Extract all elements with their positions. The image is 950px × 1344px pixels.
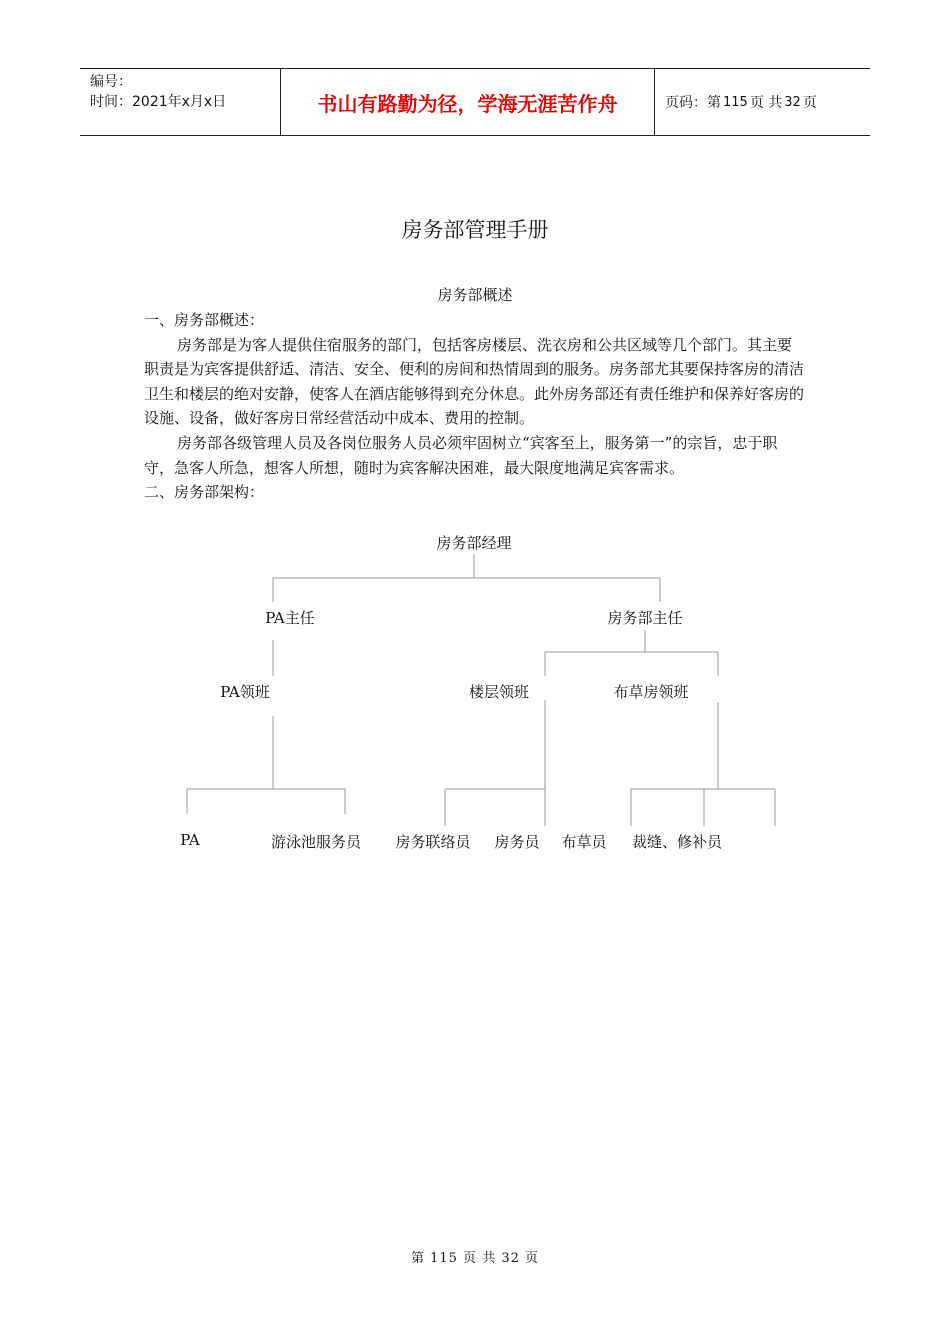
header-motto: 书山有路勤为径，学海无涯苦作舟 — [281, 69, 655, 135]
section-heading-overview: 一、房务部概述： — [144, 311, 265, 329]
org-node-pa: PA — [180, 831, 200, 849]
page-number: 115 — [723, 94, 748, 110]
org-node-coordinator: 房务联络员 — [395, 833, 471, 851]
header-page-info — [655, 69, 870, 135]
org-node-tailor: 裁缝、修补员 — [631, 833, 723, 851]
org-node-manager: 房务部经理 — [436, 534, 512, 552]
page-header — [80, 68, 870, 136]
org-node-rooms-supervisor: 房务部主任 — [607, 609, 683, 627]
paragraph-principles: 房务部各级管理人员及各岗位服务人员必须牢固树立“宾客至上，服务第一”的宗旨，忠于职守，急客人所急，想客人所想，随时为宾客解决困难，最大限度地满足宾客需求。 — [144, 433, 778, 477]
page-total: 32 — [784, 94, 801, 110]
org-node-linen-leader: 布草房领班 — [613, 683, 689, 701]
page-prefix: 页码：第 — [665, 95, 721, 111]
body-text — [144, 308, 804, 505]
org-node-linen-attendant: 布草员 — [561, 833, 607, 851]
org-node-pa-leader: PA领班 — [220, 683, 270, 701]
org-node-floor-leader: 楼层领班 — [468, 683, 530, 701]
number-label: 编号： — [90, 74, 132, 90]
section-subtitle: 房务部概述 — [437, 286, 513, 304]
time-label: 时间：2021年x月x日 — [90, 94, 227, 110]
org-node-pa-supervisor: PA主任 — [265, 609, 315, 627]
page-mid: 页 共 — [749, 95, 783, 111]
document-title: 房务部管理手册 — [401, 218, 549, 242]
header-meta — [80, 69, 281, 135]
org-node-pool-attendant: 游泳池服务员 — [270, 833, 362, 851]
section-heading-structure: 二、房务部架构： — [144, 483, 265, 502]
paragraph-duties: 房务部是为客人提供住宿服务的部门，包括客房楼层、洗衣房和公共区域等几个部门。其主要职责是为宾客提供舒适、清洁、安全、便利的房间和热情周到的服务。房务部尤其要保持客房的清洁卫生和楼层的绝对安静，使客人在酒店能够得到充分休息。此外房务部还有责任维护和保养好客房的设施、设备，做好客房日常经营活动中成本、费用的控制。 — [144, 335, 805, 428]
org-node-room-attendant: 房务员 — [494, 833, 540, 851]
page-suffix: 页 — [802, 95, 817, 111]
page-footer: 第 115 页 共 32 页 — [410, 1251, 540, 1266]
